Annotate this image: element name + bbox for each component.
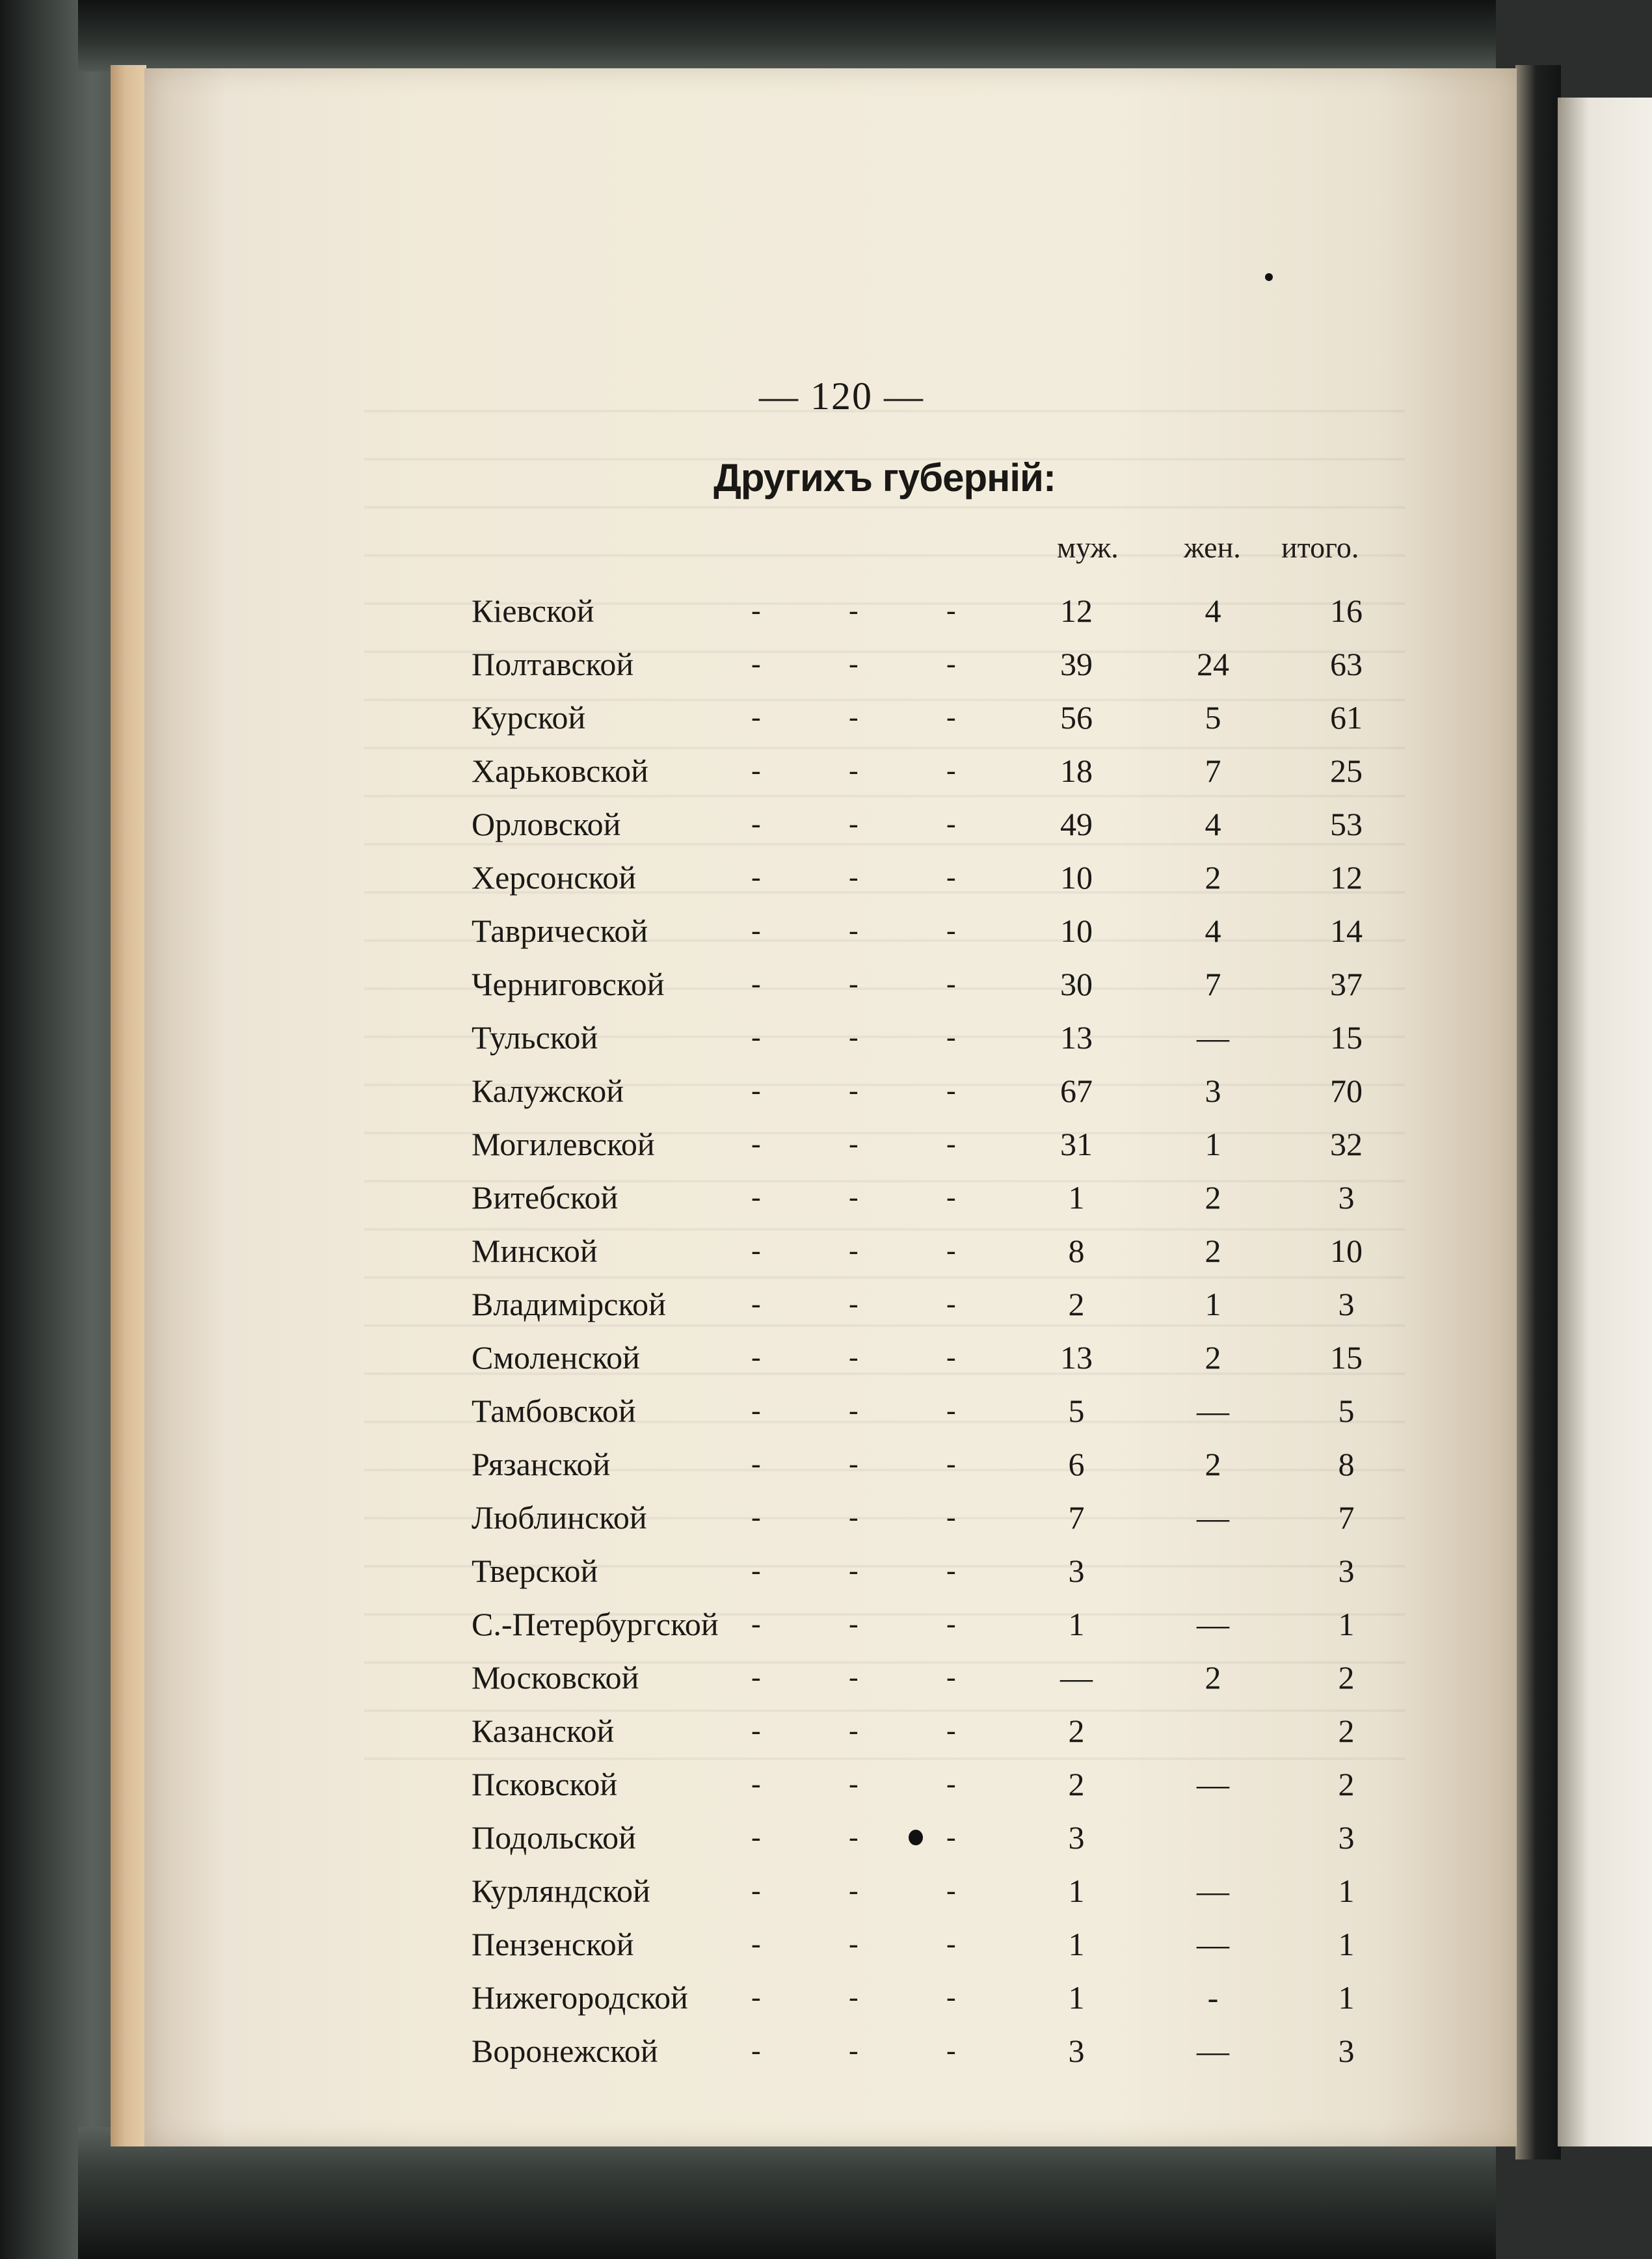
leader-dash: - [849,1341,859,1373]
male-count: 49 [1060,806,1093,842]
total-count: 12 [1330,859,1363,896]
leader-dash: - [849,1128,859,1160]
leader-dash: - [946,2035,956,2066]
table-row [0,1651,1652,1704]
ink-spot [909,1830,923,1845]
leader-dash: - [946,1075,956,1106]
table-row [0,1171,1652,1224]
leader-dash: - [946,595,956,626]
table-row [0,1011,1652,1064]
leader-dash: - [849,1075,859,1106]
female-count: 2 [1205,1659,1221,1696]
leader-dash: - [946,861,956,893]
total-count: 61 [1330,699,1363,736]
province-name: Курляндской [472,1873,650,1909]
male-count: 1 [1068,1979,1085,2016]
male-count: 3 [1068,1819,1085,1856]
female-count: 4 [1205,806,1221,842]
leader-dash: - [849,915,859,946]
total-count: 53 [1330,806,1363,842]
female-count: 7 [1205,753,1221,789]
province-name: Курской [472,699,586,736]
province-name: Херсонской [472,859,636,896]
total-count: 16 [1330,593,1363,629]
female-count: — [1197,1926,1229,1962]
leader-dash: - [849,861,859,893]
leader-dash: - [946,1555,956,1586]
table-row [0,797,1652,851]
male-count: 30 [1060,966,1093,1002]
leader-dash: - [849,648,859,680]
female-count: 2 [1205,1446,1221,1482]
total-count: 15 [1330,1019,1363,1056]
male-count: 5 [1068,1393,1085,1429]
female-count: 24 [1197,646,1229,682]
province-name: Полтавской [472,646,634,682]
leader-dash: - [849,701,859,733]
total-count: 1 [1338,1606,1355,1642]
leader-dash: - [946,1288,956,1320]
leader-dash: - [751,1715,761,1746]
male-count: 12 [1060,593,1093,629]
table-row [0,957,1652,1011]
table-row [0,1971,1652,2024]
leader-dash: - [751,1128,761,1160]
province-name: Рязанской [472,1446,611,1482]
province-name: Смоленской [472,1339,640,1376]
leader-dash: - [751,1181,761,1213]
table-row [0,1544,1652,1597]
male-count: 56 [1060,699,1093,736]
total-count: 2 [1338,1659,1355,1696]
male-count: 2 [1068,1766,1085,1802]
female-count: — [1197,2033,1229,2069]
total-count: 25 [1330,753,1363,789]
female-count: 5 [1205,699,1221,736]
table-row [0,637,1652,691]
province-name: Черниговской [472,966,665,1002]
leader-dash: - [946,1768,956,1800]
male-count: — [1060,1659,1093,1696]
male-count: 2 [1068,1286,1085,1322]
male-count: 1 [1068,1606,1085,1642]
province-name: Таврической [472,913,648,949]
female-count: 1 [1205,1286,1221,1322]
leader-dash: - [751,1021,761,1053]
leader-dash: - [751,2035,761,2066]
leader-dash: - [946,968,956,1000]
leader-dash: - [751,1821,761,1853]
male-count: 2 [1068,1713,1085,1749]
ink-spot [1265,273,1273,281]
table-row [0,851,1652,904]
total-count: 32 [1330,1126,1363,1162]
province-name: Нижегородской [472,1979,688,2016]
leader-dash: - [946,1448,956,1480]
total-count: 8 [1338,1446,1355,1482]
female-count: — [1197,1499,1229,1536]
total-count: 15 [1330,1339,1363,1376]
leader-dash: - [849,1181,859,1213]
leader-dash: - [849,1395,859,1426]
leader-dash: - [751,1448,761,1480]
leader-dash: - [946,648,956,680]
leader-dash: - [751,701,761,733]
total-count: 2 [1338,1766,1355,1802]
province-name: Владимірской [472,1286,666,1322]
leader-dash: - [751,1075,761,1106]
leader-dash: - [849,1661,859,1693]
female-count: — [1197,1019,1229,1056]
male-count: 13 [1060,1019,1093,1056]
leader-dash: - [849,1021,859,1053]
male-count: 6 [1068,1446,1085,1482]
leader-dash: - [751,1235,761,1266]
leader-dash: - [849,1875,859,1906]
leader-dash: - [751,595,761,626]
leader-dash: - [751,1928,761,1960]
leader-dash: - [946,808,956,840]
table-row [0,1758,1652,1811]
female-count: 2 [1205,1233,1221,1269]
leader-dash: - [849,1448,859,1480]
leader-dash: - [946,1821,956,1853]
province-name: Тульской [472,1019,598,1056]
province-name: Тверской [472,1553,598,1589]
leader-dash: - [751,808,761,840]
table-row [0,1491,1652,1544]
leader-dash: - [946,1395,956,1426]
total-count: 1 [1338,1873,1355,1909]
leader-dash: - [849,1715,859,1746]
total-count: 3 [1338,1286,1355,1322]
leader-dash: - [751,1341,761,1373]
leader-dash: - [946,1341,956,1373]
leader-dash: - [751,1288,761,1320]
province-name: Псковской [472,1766,618,1802]
female-count: - [1207,1979,1219,2016]
leader-dash: - [751,1501,761,1533]
male-count: 1 [1068,1873,1085,1909]
section-title: Другихъ губерній: [713,456,1056,500]
female-count: 3 [1205,1073,1221,1109]
leader-dash: - [849,2035,859,2066]
province-name: Московской [472,1659,639,1696]
province-name: Казанской [472,1713,615,1749]
female-count: — [1197,1766,1229,1802]
leader-dash: - [946,1661,956,1693]
total-count: 70 [1330,1073,1363,1109]
table-row [0,1704,1652,1758]
province-name: Харьковской [472,753,648,789]
leader-dash: - [849,1288,859,1320]
female-count: 2 [1205,1339,1221,1376]
leader-dash: - [751,1875,761,1906]
leader-dash: - [849,755,859,786]
province-name: Пензенской [472,1926,634,1962]
female-count: 2 [1205,1179,1221,1216]
leader-dash: - [849,1235,859,1266]
page-number: — 120 — [759,375,924,418]
leader-dash: - [849,968,859,1000]
total-count: 10 [1330,1233,1363,1269]
province-name: Подольской [472,1819,636,1856]
leader-dash: - [751,648,761,680]
leader-dash: - [946,1181,956,1213]
leader-dash: - [849,1821,859,1853]
leader-dash: - [849,595,859,626]
male-count: 10 [1060,859,1093,896]
leader-dash: - [946,1928,956,1960]
table-row [0,1437,1652,1491]
male-count: 3 [1068,2033,1085,2069]
table-row [0,1331,1652,1384]
total-count: 3 [1338,2033,1355,2069]
province-name: Могилевской [472,1126,655,1162]
table-row [0,691,1652,744]
leader-dash: - [751,1608,761,1640]
table-row [0,1117,1652,1171]
leader-dash: - [751,1661,761,1693]
leader-dash: - [946,1715,956,1746]
leader-dash: - [946,1128,956,1160]
column-header-female: жен. [1184,531,1241,564]
leader-dash: - [946,1875,956,1906]
table-row [0,1277,1652,1331]
province-name: Тамбовской [472,1393,636,1429]
total-count: 5 [1338,1393,1355,1429]
male-count: 7 [1068,1499,1085,1536]
table-row [0,1811,1652,1864]
male-count: 3 [1068,1553,1085,1589]
total-count: 7 [1338,1499,1355,1536]
province-name: Калужской [472,1073,624,1109]
table-row [0,1384,1652,1437]
female-count: 4 [1205,913,1221,949]
total-count: 1 [1338,1979,1355,2016]
table-row [0,904,1652,957]
total-count: 1 [1338,1926,1355,1962]
male-count: 31 [1060,1126,1093,1162]
male-count: 10 [1060,913,1093,949]
leader-dash: - [849,1981,859,2013]
leader-dash: - [946,1021,956,1053]
leader-dash: - [946,1235,956,1266]
female-count: — [1197,1393,1229,1429]
female-count: 7 [1205,966,1221,1002]
leader-dash: - [751,1981,761,2013]
total-count: 14 [1330,913,1363,949]
column-header-total: итого. [1281,531,1359,564]
male-count: 8 [1068,1233,1085,1269]
province-name: Витебской [472,1179,619,1216]
female-count: 1 [1205,1126,1221,1162]
column-header-male: муж. [1057,531,1119,564]
leader-dash: - [849,1608,859,1640]
table-row [0,2024,1652,2078]
leader-dash: - [751,968,761,1000]
total-count: 2 [1338,1713,1355,1749]
male-count: 1 [1068,1179,1085,1216]
leader-dash: - [751,915,761,946]
female-count: 2 [1205,859,1221,896]
table-row [0,1597,1652,1651]
province-name: Люблинской [472,1499,647,1536]
leader-dash: - [751,1395,761,1426]
leader-dash: - [751,1555,761,1586]
table-row [0,584,1652,637]
male-count: 39 [1060,646,1093,682]
table-row [0,1064,1652,1117]
leader-dash: - [849,1928,859,1960]
leader-dash: - [946,1501,956,1533]
female-count: — [1197,1873,1229,1909]
total-count: 3 [1338,1819,1355,1856]
female-count: 4 [1205,593,1221,629]
leader-dash: - [946,755,956,786]
leader-dash: - [946,1608,956,1640]
province-name: С.-Петербургской [472,1606,719,1642]
table-row [0,744,1652,797]
leader-dash: - [946,701,956,733]
leader-dash: - [751,861,761,893]
leader-dash: - [849,1768,859,1800]
male-count: 13 [1060,1339,1093,1376]
leader-dash: - [751,1768,761,1800]
total-count: 37 [1330,966,1363,1002]
leader-dash: - [849,1501,859,1533]
province-name: Орловской [472,806,621,842]
leader-dash: - [849,1555,859,1586]
province-name: Воронежской [472,2033,658,2069]
leader-dash: - [849,808,859,840]
table-row [0,1224,1652,1277]
leader-dash: - [751,755,761,786]
total-count: 3 [1338,1179,1355,1216]
total-count: 63 [1330,646,1363,682]
male-count: 67 [1060,1073,1093,1109]
leader-dash: - [946,915,956,946]
male-count: 18 [1060,753,1093,789]
province-name: Минской [472,1233,598,1269]
female-count: — [1197,1606,1229,1642]
male-count: 1 [1068,1926,1085,1962]
province-name: Кіевской [472,593,594,629]
table-row [0,1864,1652,1918]
total-count: 3 [1338,1553,1355,1589]
table-row [0,1918,1652,1971]
leader-dash: - [946,1981,956,2013]
